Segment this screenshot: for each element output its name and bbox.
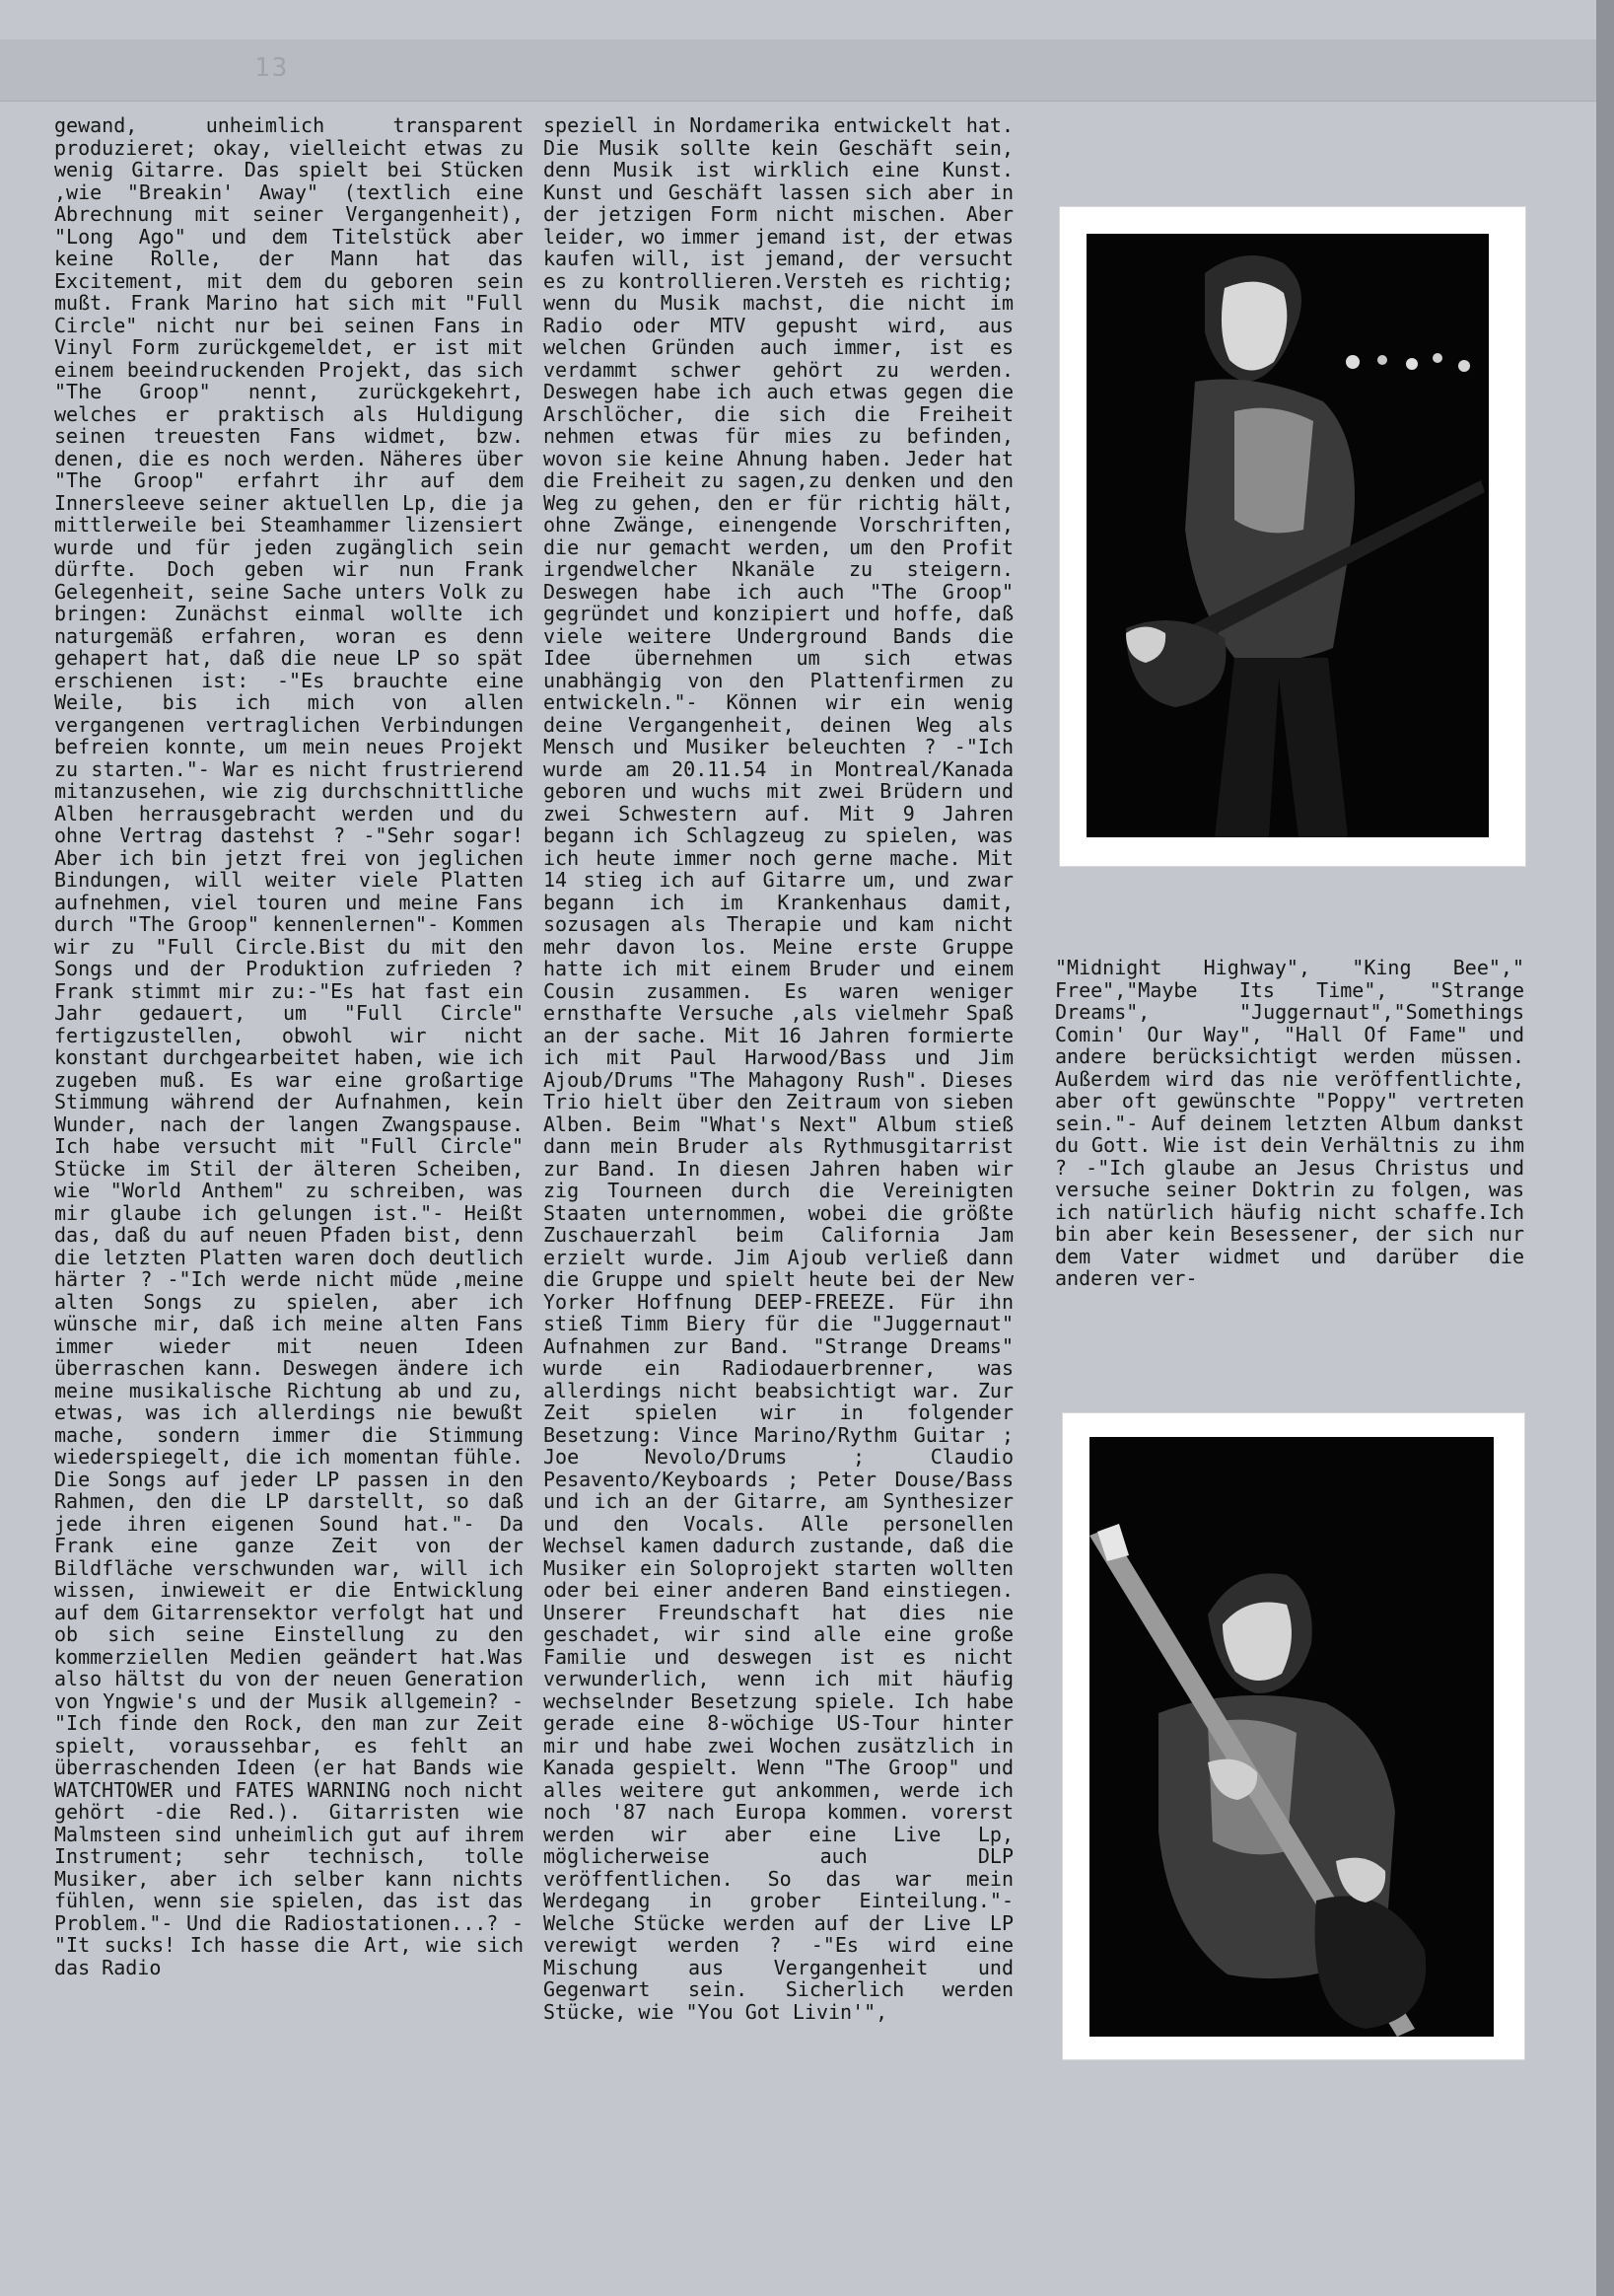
page-edge — [1596, 0, 1614, 2296]
concert-photo-singing — [1087, 234, 1489, 837]
header-band — [0, 39, 1614, 102]
photo-frame-bottom — [1063, 1413, 1524, 2059]
page-number: 13 — [254, 53, 290, 83]
article-column-1: gewand, unheimlich transparent produzieret; okay, vielleicht etwas zu wenig Gitarre. Das spielt bei Stücken ,wie "Breakin' Away" (textlich eine Abrechnung mit seiner Vergangenheit), "Long Ago" und dem Titelstück aber keine Rolle, der Mann hat das Excitement, mit dem du geboren sein mußt. Frank Marino hat sich mit "Full Circle" nicht nur bei seinen Fans in Vinyl Form zurückgemeldet, er ist mit einem beeindruckenden Projekt, das sich "The Groop" nennt, zurückgekehrt, welches er praktisch als Huldigung seinen treuesten Fans widmet, bzw. denen, die es noch werden. Näheres über "The Groop" erfahrt ihr auf dem Innersleeve seiner aktuellen Lp, die ja mittlerweile bei Steamhammer lizensiert wurde und für jeden zugänglich sein dürfte. Doch geben wir nun Frank Gelegenheit, seine Sache unters Volk zu bringen: Zunächst einmal wollte ich naturgemäß erfahren, woran es denn gehapert hat, daß die neue LP so spät erschienen ist: -"Es brauchte eine Weile, bis ich mich von allen vergangenen vertraglichen Verbindungen befreien konnte, um mein neues Projekt zu starten."- War es nicht frustrierend mitanzusehen, wie zig durchschnittliche Alben herrausgebracht werden und du ohne Vertrag dastehst ? -"Sehr sogar! Aber ich bin jetzt frei von jeglichen Bindungen, will weiter viele Platten aufnehmen, viel touren und meine Fans durch "The Groop" kennenlernen"- Kommen wir zu "Full Circle.Bist du mit den Songs und der Produktion zufrieden ? Frank stimmt mir zu:-"Es hat fast ein Jahr gedauert, um "Full Circle" fertigzustellen, obwohl wir nicht konstant durchgearbeitet haben, wie ich zugeben muß. Es war eine großartige Stimmung während der Aufnahmen, kein Wunder, nach der langen Zwangspause. Ich habe versucht mit "Full Circle" Stücke im Stil der älteren Scheiben, wie "World Anthem" zu schreiben, was mir glaube ich gelungen ist."- Heißt das, daß du auf neuen Pfaden bist, denn die letzten Platten waren doch deutlich härter ? -"Ich werde nicht müde ,meine alten Songs zu spielen, aber ich wünsche mir, daß ich meine alten Fans immer wieder mit neuen Ideen überraschen kann. Deswegen ändere ich meine musikalische Richtung ab und zu, etwas, was ich allerdings nie bewußt mache, sondern immer die Stimmung wiederspiegelt, die ich momentan fühle. Die Songs auf jeder LP passen in den Rahmen, den die LP darstellt, so daß jede ihren eigenen Sound hat."- Da Frank eine ganze Zeit von der Bildfläche verschwunden war, will ich wissen, inwieweit er die Entwicklung auf dem Gitarrensektor verfolgt hat und ob sich seine Einstellung zu den kommerziellen Medien geändert hat.Was also hältst du von der neuen Generation von Yngwie's und der Musik allgemein? -"Ich finde den Rock, den man zur Zeit spielt, voraussehbar, es fehlt an überraschenden Ideen (er hat Bands wie WATCHTOWER und FATES WARNING noch nicht gehört -die Red.). Gitarristen wie Malmsteen sind unheimlich gut auf ihrem Instrument; sehr technisch, tolle Musiker, aber ich selber kann nichts fühlen, wenn sie spielen, das ist das Problem."- Und die Radiostationen...? -"It sucks! Ich hasse die Art, wie sich das Radio — [54, 113, 524, 1979]
concert-photo-playing — [1089, 1437, 1494, 2037]
guitarist-playing-image — [1089, 1437, 1494, 2037]
article-column-3: "Midnight Highway", "King Bee"," Free","Maybe Its Time", "Strange Dreams", "Juggernaut","Somethings Comin' Our Way", "Hall Of Fame" und andere berücksichtigt werden müssen. Außerdem wird das nie veröffentlichte, aber oft gewünschte "Poppy" vertreten sein."- Auf deinem letzten Album dankst du Gott. Wie ist dein Verhältnis zu ihm ? -"Ich glaube an Jesus Christus und versuche seiner Doktrin zu folgen, was ich natürlich häufig nicht schaffe.Ich bin aber kein Besessener, der sich nur dem Vater widmet und darüber die anderen ver- — [1055, 956, 1524, 1290]
photo-frame-top — [1060, 207, 1525, 866]
article-column-2: speziell in Nordamerika entwickelt hat. Die Musik sollte kein Geschäft sein, denn Musik ist wirklich eine Kunst. Kunst und Geschäft lassen sich aber in der jetzigen Form nicht mischen. Aber leider, wo immer jemand ist, der etwas kaufen will, ist jemand, der versucht es zu kontrollieren.Versteh es richtig; wenn du Musik machst, die nicht im Radio oder MTV gepusht wird, aus welchen Gründen auch immer, ist es verdammt schwer gehört zu werden. Deswegen habe ich auch etwas gegen die Arschlöcher, die sich die Freiheit nehmen etwas für mies zu befinden, wovon sie keine Ahnung haben. Jeder hat die Freiheit zu sagen,zu denken und den Weg zu gehen, den er für richtig hält, ohne Zwänge, einengende Vorschriften, die nur gemacht werden, um den Profit irgendwelcher Nkanäle zu steigern. Deswegen habe ich auch "The Groop" gegründet und konzipiert und hoffe, daß viele weitere Underground Bands die Idee übernehmen um sich etwas unabhängig von den Plattenfirmen zu entwickeln."- Können wir ein wenig deine Vergangenheit, deinen Weg als Mensch und Musiker beleuchten ? -"Ich wurde am 20.11.54 in Montreal/Kanada geboren und wuchs mit zwei Brüdern und zwei Schwestern auf. Mit 9 Jahren begann ich Schlagzeug zu spielen, was ich heute immer noch gerne mache. Mit 14 stieg ich auf Gitarre um, und zwar begann ich im Krankenhaus damit, sozusagen als Therapie und kam nicht mehr davon los. Meine erste Gruppe hatte ich mit einem Bruder und einem Cousin zusammen. Es waren weniger ernsthafte Versuche ,als vielmehr Spaß an der sache. Mit 16 Jahren formierte ich mit Paul Harwood/Bass und Jim Ajoub/Drums "The Mahagony Rush". Dieses Trio hielt über den Zeitraum von sieben Alben. Beim "What's Next" Album stieß dann mein Bruder als Rythmusgitarrist zur Band. In diesen Jahren haben wir zig Tourneen durch die Vereinigten Staaten unternommen, wobei die größte Zuschauerzahl beim California Jam erzielt wurde. Jim Ajoub verließ dann die Gruppe und spielt heute bei der New Yorker Hoffnung DEEP-FREEZE. Für ihn stieß Timm Biery für die "Juggernaut" Aufnahmen zur Band. "Strange Dreams" wurde ein Radiodauerbrenner, was allerdings nicht beabsichtigt war. Zur Zeit spielen wir in folgender Besetzung: Vince Marino/Rythm Guitar ; Joe Nevolo/Drums ; Claudio Pesavento/Keyboards ; Peter Douse/Bass und ich an der Gitarre, am Synthesizer und den Vocals. Alle personellen Wechsel kamen dadurch zustande, daß die Musiker ein Soloprojekt starten wollten oder bei einer anderen Band einstiegen. Unserer Freundschaft hat dies nie geschadet, wir sind alle eine große Familie und deswegen ist es nicht verwunderlich, wenn ich mit häufig wechselnder Besetzung spiele. Ich habe gerade eine 8-wöchige US-Tour hinter mir und habe zwei Wochen zusätzlich in Kanada gespielt. Wenn "The Groop" und alles weitere gut ankommen, werde ich noch '87 nach Europa kommen. vorerst werden wir aber eine Live Lp, möglicherweise auch DLP veröffentlichen. So das war mein Werdegang in grober Einteilung."- Welche Stücke werden auf der Live LP verewigt werden ? -"Es wird eine Mischung aus Vergangenheit und Gegenwart sein. Sicherlich werden Stücke, wie "You Got Livin'", — [543, 113, 1014, 2024]
guitarist-singing-image — [1087, 234, 1489, 837]
